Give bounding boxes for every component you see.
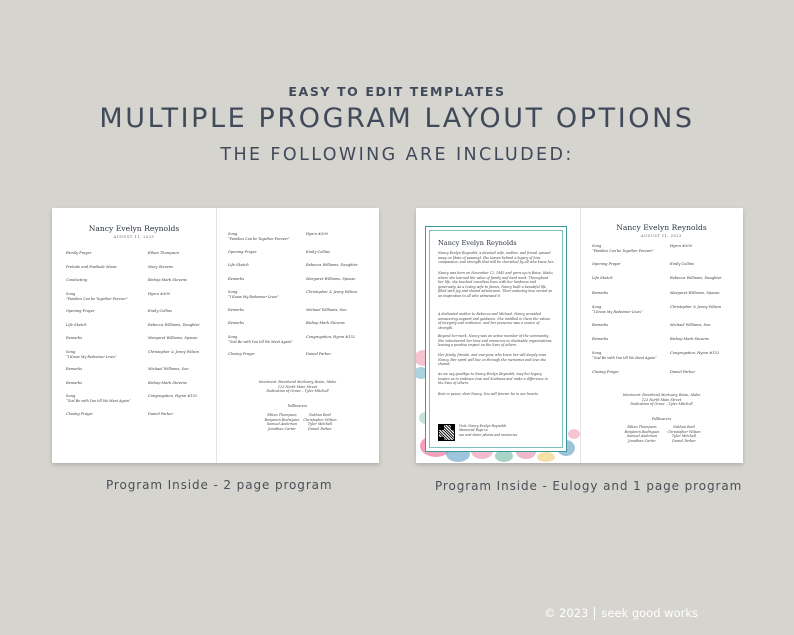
program-row-item: Opening Prayer	[228, 249, 257, 254]
program-row-item: Opening Prayer	[66, 309, 95, 313]
program-row-item: Song	[66, 291, 76, 296]
program-eulogy-preview	[416, 208, 743, 463]
program-row-participant: Congregation, Hymn #152	[306, 334, 356, 339]
interment-info: Interment: Riverbend Mortuary, Boise, Idaho 123 North Main Street Dedication of Grave – Tyler Mitchell	[258, 380, 337, 394]
copyright-year: © 2023	[543, 606, 589, 620]
eulogy-paragraph: Her family, friends, and everyone who knew her will deeply miss Nancy. Her spirit will live on through the memories and love she shared.	[438, 353, 547, 366]
program-row-song-title: “Families Can be Together Forever”	[592, 249, 654, 253]
program-row-item: Song	[592, 304, 602, 309]
program-row-item: Remarks	[66, 367, 83, 371]
program-row-participant: Emily Collins	[670, 262, 695, 267]
program-row-participant: Mary Stevens	[148, 264, 174, 269]
program-row-item: Closing Prayer	[228, 352, 255, 356]
program-row-item: Conducting	[66, 278, 88, 282]
pallbearers-title: Pallbearers	[287, 404, 308, 408]
program-row-item: Life Sketch	[66, 322, 87, 327]
program-row-item: Song	[592, 351, 602, 356]
qr-caption: Visit: Nancy Evelyn Reynolds Memorial Page to see and share photos and memories	[459, 424, 518, 437]
program-row-participant: Emily Collins	[148, 309, 173, 313]
eulogy-paragraph: A dedicated mother to Rebecca and Michael, Nancy provided unwavering support and guidance. She instilled in them the values of integrity and resilience, and her presence was a source of strength.	[438, 312, 551, 330]
program-name: Nancy Evelyn Reynolds	[88, 224, 180, 233]
eulogy-paragraph: As we say goodbye to Nancy Evelyn Reynolds, may her legacy inspire us to embrace love and kindness and make a difference in the lives of others.	[438, 372, 548, 385]
eulogy-paragraph: Nancy Evelyn Reynolds, a devoted wife, mother, and friend, passed away on [date of passing]. She leaves behind a legacy of love, compassion, and strength that will be cherished by all who knew her.	[438, 251, 555, 264]
program-row-participant: Congregation, Hymn #152	[148, 394, 198, 398]
program-row-participant: Rebecca Williams, Daughter	[670, 276, 722, 281]
program-name: Nancy Evelyn Reynolds	[616, 223, 707, 232]
header-title: MULTIPLE PROGRAM LAYOUT OPTIONS	[99, 103, 695, 134]
footer-copyright	[544, 606, 698, 620]
program-row-item: Closing Prayer	[66, 411, 93, 416]
program-row-song-title: “God Be with You till We Meet Again”	[66, 399, 131, 403]
program-row-item: Remarks	[228, 321, 245, 325]
program-row-item: Life Sketch	[592, 276, 613, 281]
program-row-participant: Christopher & Jenny Wilson	[148, 349, 199, 354]
program-row-participant: Emily Collins	[306, 249, 331, 254]
program-row-participant: Margaret Williams, Spouse	[670, 290, 720, 295]
program-row-participant: Daniel Parker	[148, 411, 174, 416]
program-row-item: Song	[66, 394, 76, 398]
program-row-participant: Michael Williams, Son	[148, 367, 189, 371]
program-row-item: Song	[228, 232, 238, 236]
program-row-item: Remarks	[592, 290, 609, 295]
program-row-participant: Christopher & Jenny Wilson	[306, 290, 357, 294]
program-row-item: Song	[228, 290, 238, 294]
program-row-participant: Rebecca Williams, Daughter	[148, 322, 200, 327]
program-row-participant: Hymn #300	[670, 244, 692, 248]
program-date: AUGUST 11, 2023	[641, 234, 682, 238]
program-row-song-title: “I Know My Redeemer Lives”	[66, 354, 117, 359]
program-row-participant: Bishop Mark Stevens	[670, 337, 709, 342]
program-row-participant: Daniel Parker	[306, 352, 332, 356]
program-row-item: Remarks	[228, 307, 245, 312]
program-row-item: Opening Prayer	[592, 262, 621, 267]
program-row-participant: Daniel Parker	[670, 369, 696, 374]
program-date: AUGUST 11, 2023	[113, 235, 155, 239]
eulogy-paragraph: Beyond her work, Nancy was an active member of the community. She volunteered her time and resources to charitable organizations, leaving a positive impact on the lives of others.	[438, 334, 553, 347]
program-row-item: Remarks	[66, 336, 83, 340]
program-row-participant: Bishop Mark Stevens	[148, 278, 187, 282]
pallbearers-right: Nathan Reid Christopher Wilson Tyler Mitchell Daniel Parker	[303, 413, 337, 431]
program-row-participant: Michael Williams, Son	[670, 323, 711, 327]
pallbearers-left: Ethan Thompson Benjamin Rodriguez Samuel Anderson Jonathan Carter	[264, 413, 300, 431]
program-row-item: Song	[228, 334, 238, 339]
program-row-song-title: “Families Can be Together Forever”	[66, 296, 128, 301]
header-subtitle: THE FOLLOWING ARE INCLUDED:	[220, 145, 574, 165]
program-row-participant: Margaret Williams, Spouse	[148, 336, 198, 340]
program-row-item: Closing Prayer	[592, 369, 619, 374]
program-row-participant: Bishop Mark Stevens	[148, 380, 187, 385]
fold-line	[580, 208, 581, 463]
program-row-participant: Christopher & Jenny Wilson	[670, 304, 721, 309]
program-row-song-title: “God Be with You till We Meet Again”	[592, 356, 657, 361]
program-row-item: Family Prayer	[66, 251, 92, 255]
program-row-participant: Michael Williams, Son	[306, 307, 347, 312]
caption-two-page: Program Inside - 2 page program	[106, 478, 333, 492]
program-row-participant: Margaret Williams, Spouse	[306, 276, 356, 281]
eulogy-paragraph: Rest in peace, dear Nancy. You will forever be in our hearts.	[438, 392, 539, 396]
program-two-page-preview	[52, 208, 379, 463]
program-row-item: Life Sketch	[228, 263, 249, 267]
program-row-participant: Rebecca Williams, Daughter	[306, 263, 358, 267]
header-kicker: EASY TO EDIT TEMPLATES	[288, 84, 506, 99]
program-row-song-title: “I Know My Redeemer Lives”	[228, 295, 279, 299]
program-row-item: Remarks	[592, 337, 609, 342]
program-row-item: Song	[592, 244, 602, 248]
pallbearers-right: Nathan Reid Christopher Wilson Tyler Mitchell Daniel Parker	[667, 425, 701, 443]
pallbearers-title: Pallbearers	[651, 417, 672, 421]
program-row-song-title: “God Be with You till We Meet Again”	[228, 339, 293, 344]
eulogy-frame	[425, 226, 567, 452]
program-row-item: Prelude and Postlude Music	[66, 264, 117, 269]
program-row-item: Remarks	[66, 380, 83, 385]
program-row-participant: Hymn #300	[148, 291, 170, 296]
program-row-item: Remarks	[228, 276, 245, 281]
program-row-participant: Bishop Mark Stevens	[306, 321, 345, 325]
program-row-participant: Hymn #300	[306, 232, 328, 236]
program-row-participant: Congregation, Hymn #152	[670, 351, 720, 356]
program-row-item: Song	[66, 349, 76, 354]
program-row-participant: Ethan Thompson	[148, 251, 179, 255]
interment-info: Interment: Riverbend Mortuary, Boise, Idaho 123 North Main Street Dedication of Grave – Tyler Mitchell	[622, 393, 701, 407]
pallbearers-left: Ethan Thompson Benjamin Rodriguez Samuel Anderson Jonathan Carter	[624, 425, 660, 443]
qr-code	[438, 424, 455, 441]
fold-line	[216, 208, 217, 463]
eulogy-title: Nancy Evelyn Reynolds	[438, 239, 517, 247]
caption-eulogy: Program Inside - Eulogy and 1 page program	[435, 479, 743, 493]
brand-name: seek good works	[601, 606, 698, 620]
eulogy-paragraph: Nancy was born on November 12, 1945 and grew up in Boise, Idaho, where she learned the value of family and hard work. Throughout her life, she touched countless lives with her kindness and generosity. As a loving wife to James, Nancy built a beautiful life filled with joy and shared adventures. Their enduring love served as an inspiration to all who witnessed it.	[438, 271, 554, 298]
program-row-song-title: “Families Can be Together Forever”	[228, 237, 290, 241]
program-row-song-title: “I Know My Redeemer Lives”	[592, 309, 643, 314]
program-row-item: Remarks	[592, 323, 609, 327]
